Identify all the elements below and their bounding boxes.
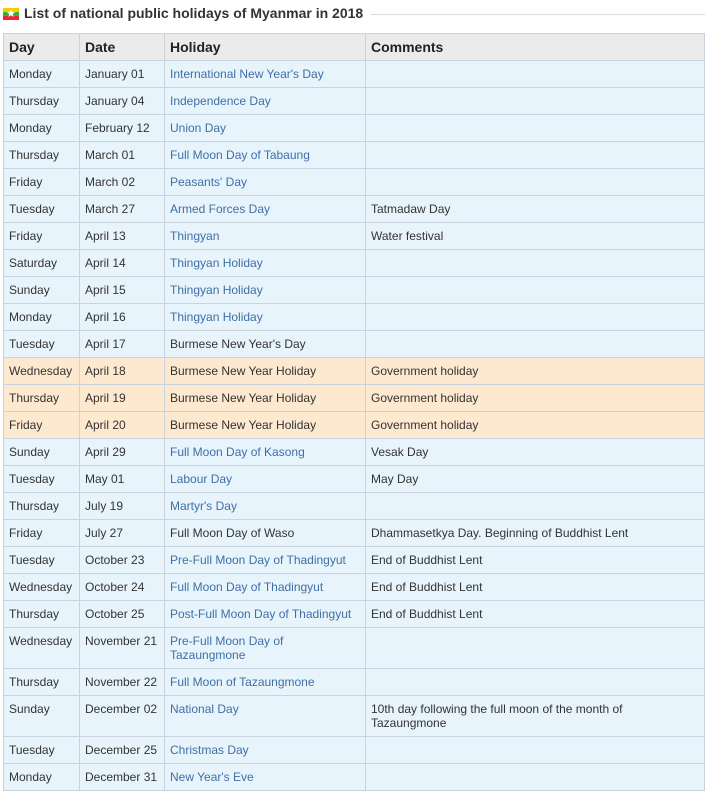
cell-comment: End of Buddhist Lent (371, 580, 483, 594)
table-cell (80, 737, 165, 764)
table-cell (4, 169, 80, 196)
cell-date: May 01 (85, 472, 125, 486)
cell-day: Tuesday (9, 202, 55, 216)
cell-date: January 04 (85, 94, 145, 108)
table-cell (80, 412, 165, 439)
table-cell (366, 520, 705, 547)
table-row (4, 304, 705, 331)
table-row (4, 520, 705, 547)
holiday-link[interactable]: Armed Forces Day (170, 202, 271, 216)
cell-day: Tuesday (9, 553, 55, 567)
cell-comment: 10th day following the full moon of the month of Tazaungmone (371, 702, 623, 730)
cell-day: Sunday (9, 283, 50, 297)
page-title: List of national public holidays of Myanmar in 2018 (24, 5, 364, 21)
cell-holiday: Burmese New Year Holiday (170, 391, 317, 405)
table-row (4, 142, 705, 169)
table-cell (80, 142, 165, 169)
cell-date: December 02 (85, 702, 158, 716)
table-cell (366, 277, 705, 304)
table-cell (165, 169, 366, 196)
table-cell (4, 764, 80, 791)
cell-date: April 18 (85, 364, 126, 378)
table-row (4, 277, 705, 304)
table-cell (80, 764, 165, 791)
cell-date: April 29 (85, 445, 126, 459)
holiday-link[interactable]: Full Moon Day of Tabaung (170, 148, 310, 162)
section-header (3, 2, 705, 24)
cell-comment: Vesak Day (371, 445, 429, 459)
table-cell (366, 223, 705, 250)
table-cell (4, 412, 80, 439)
cell-date: April 13 (85, 229, 126, 243)
table-cell (165, 331, 366, 358)
table-row (4, 737, 705, 764)
cell-day: Saturday (9, 256, 58, 270)
table-cell (165, 277, 366, 304)
cell-day: Monday (9, 121, 52, 135)
table-cell (165, 142, 366, 169)
table-cell (165, 223, 366, 250)
table-cell (80, 358, 165, 385)
table-cell (80, 574, 165, 601)
column-header-comments[interactable]: Comments (366, 34, 705, 61)
cell-day: Tuesday (9, 472, 55, 486)
table-cell (165, 250, 366, 277)
holiday-link[interactable]: Full Moon Day of Kasong (170, 445, 305, 459)
table-cell (366, 764, 705, 791)
table-cell (80, 601, 165, 628)
cell-day: Friday (9, 526, 43, 540)
holidays-table (3, 33, 705, 791)
table-cell (366, 601, 705, 628)
cell-date: April 17 (85, 337, 126, 351)
cell-day: Friday (9, 175, 43, 189)
table-cell (366, 250, 705, 277)
table-cell (80, 169, 165, 196)
table-row (4, 412, 705, 439)
table-cell (165, 88, 366, 115)
table-cell (4, 115, 80, 142)
cell-date: October 25 (85, 607, 145, 621)
table-cell (80, 628, 165, 669)
holiday-link[interactable]: Pre-Full Moon Day of Tazaungmone (170, 634, 284, 662)
table-cell (4, 250, 80, 277)
table-row (4, 696, 705, 737)
table-cell (366, 628, 705, 669)
cell-day: Wednesday (9, 634, 73, 648)
holiday-link[interactable]: Thingyan (170, 229, 220, 243)
table-row (4, 669, 705, 696)
table-cell (165, 764, 366, 791)
table-cell (80, 385, 165, 412)
table-cell (366, 169, 705, 196)
table-cell (366, 466, 705, 493)
cell-day: Thursday (9, 391, 60, 405)
table-cell (366, 331, 705, 358)
cell-day: Sunday (9, 702, 50, 716)
table-cell (366, 737, 705, 764)
holiday-link[interactable]: Labour Day (170, 472, 233, 486)
table-cell (165, 574, 366, 601)
table-body (4, 61, 705, 791)
cell-day: Monday (9, 770, 52, 784)
table-cell (80, 196, 165, 223)
holiday-link[interactable]: Christmas Day (170, 743, 249, 757)
table-cell (4, 574, 80, 601)
table-cell (4, 223, 80, 250)
holiday-link[interactable]: Thingyan Holiday (170, 283, 263, 297)
table-cell (165, 669, 366, 696)
table-cell (80, 88, 165, 115)
cell-date: October 23 (85, 553, 145, 567)
cell-day: Monday (9, 67, 52, 81)
holiday-link[interactable]: Thingyan Holiday (170, 310, 263, 324)
cell-date: April 16 (85, 310, 126, 324)
table-cell (165, 358, 366, 385)
table-cell (4, 439, 80, 466)
table-cell (80, 250, 165, 277)
holiday-link[interactable]: Full Moon Day of Thadingyut (170, 580, 324, 594)
cell-date: March 02 (85, 175, 136, 189)
table-cell (165, 466, 366, 493)
table-row (4, 764, 705, 791)
holiday-link[interactable]: Union Day (170, 121, 227, 135)
table-cell (366, 196, 705, 223)
table-cell (366, 574, 705, 601)
table-row (4, 385, 705, 412)
cell-date: April 14 (85, 256, 126, 270)
table-cell (4, 547, 80, 574)
cell-date: March 27 (85, 202, 136, 216)
table-cell (80, 547, 165, 574)
table-cell (366, 61, 705, 88)
table-cell (80, 61, 165, 88)
myanmar-flag-icon: ★ (3, 8, 19, 20)
cell-holiday: Burmese New Year Holiday (170, 418, 317, 432)
table-cell (4, 61, 80, 88)
cell-date: April 19 (85, 391, 126, 405)
cell-day: Thursday (9, 148, 60, 162)
table-cell (80, 439, 165, 466)
cell-comment: Dhammasetkya Day. Beginning of Buddhist Lent (371, 526, 629, 540)
cell-holiday: Full Moon Day of Waso (170, 526, 295, 540)
table-cell (366, 669, 705, 696)
cell-holiday: Burmese New Year's Day (170, 337, 306, 351)
table-row (4, 439, 705, 466)
table-cell (165, 385, 366, 412)
table-cell (4, 628, 80, 669)
cell-comment: Tatmadaw Day (371, 202, 451, 216)
table-cell (4, 385, 80, 412)
cell-day: Monday (9, 310, 52, 324)
holiday-link[interactable]: Pre-Full Moon Day of Thadingyut (170, 553, 346, 567)
table-cell (165, 412, 366, 439)
table-cell (165, 304, 366, 331)
table-cell (80, 331, 165, 358)
cell-day: Tuesday (9, 743, 55, 757)
column-header-holiday[interactable]: Holiday (165, 34, 366, 61)
table-cell (366, 547, 705, 574)
table-cell (80, 669, 165, 696)
cell-date: October 24 (85, 580, 145, 594)
table-cell (80, 115, 165, 142)
table-cell (165, 196, 366, 223)
cell-comment: End of Buddhist Lent (371, 553, 483, 567)
table-row (4, 574, 705, 601)
table-row (4, 88, 705, 115)
table-cell (366, 696, 705, 737)
cell-day: Wednesday (9, 580, 73, 594)
table-cell (165, 737, 366, 764)
table-cell (4, 601, 80, 628)
table-cell (165, 628, 366, 669)
column-header-date[interactable]: Date (80, 34, 165, 61)
cell-holiday: Burmese New Year Holiday (170, 364, 317, 378)
cell-day: Friday (9, 229, 43, 243)
cell-date: December 31 (85, 770, 158, 784)
cell-comment: Government holiday (371, 364, 479, 378)
cell-day: Thursday (9, 607, 60, 621)
table-row (4, 358, 705, 385)
cell-date: April 20 (85, 418, 126, 432)
table-cell (4, 669, 80, 696)
table-cell (165, 493, 366, 520)
table-row (4, 223, 705, 250)
holiday-link[interactable]: Full Moon of Tazaungmone (170, 675, 315, 689)
table-cell (4, 737, 80, 764)
table-cell (4, 520, 80, 547)
cell-day: Sunday (9, 445, 50, 459)
table-cell (366, 88, 705, 115)
cell-date: March 01 (85, 148, 136, 162)
table-cell (366, 385, 705, 412)
cell-date: January 01 (85, 67, 145, 81)
table-cell (165, 696, 366, 737)
column-header-day[interactable]: Day (4, 34, 80, 61)
holiday-link[interactable]: Peasants' Day (170, 175, 247, 189)
table-cell (4, 304, 80, 331)
cell-comment: May Day (371, 472, 419, 486)
table-cell (80, 277, 165, 304)
table-cell (366, 304, 705, 331)
table-cell (366, 493, 705, 520)
table-cell (80, 223, 165, 250)
table-row (4, 493, 705, 520)
table-cell (80, 304, 165, 331)
cell-date: July 27 (85, 526, 124, 540)
table-cell (366, 358, 705, 385)
table-cell (366, 115, 705, 142)
table-cell (366, 412, 705, 439)
table-cell (4, 358, 80, 385)
table-row (4, 250, 705, 277)
holiday-link[interactable]: New Year's Eve (170, 770, 254, 784)
cell-comment: Water festival (371, 229, 444, 243)
cell-date: November 21 (85, 634, 158, 648)
table-cell (4, 466, 80, 493)
table-cell (80, 466, 165, 493)
holiday-link[interactable]: Thingyan Holiday (170, 256, 263, 270)
table-row (4, 169, 705, 196)
cell-day: Friday (9, 418, 43, 432)
table-cell (4, 331, 80, 358)
holiday-link[interactable]: International New Year's Day (170, 67, 324, 81)
table-cell (4, 277, 80, 304)
table-cell (366, 142, 705, 169)
cell-date: December 25 (85, 743, 158, 757)
table-cell (165, 547, 366, 574)
cell-day: Thursday (9, 499, 60, 513)
table-cell (80, 520, 165, 547)
table-cell (4, 493, 80, 520)
table-row (4, 196, 705, 223)
holiday-link[interactable]: National Day (170, 702, 239, 716)
holiday-link[interactable]: Post-Full Moon Day of Thadingyut (170, 607, 352, 621)
table-cell (4, 196, 80, 223)
table-row (4, 628, 705, 669)
table-cell (165, 601, 366, 628)
table-row (4, 547, 705, 574)
cell-date: April 15 (85, 283, 126, 297)
table-row (4, 331, 705, 358)
cell-day: Thursday (9, 675, 60, 689)
table-row (4, 601, 705, 628)
table-cell (165, 520, 366, 547)
table-header-row (4, 34, 705, 61)
table-cell (4, 142, 80, 169)
table-cell (80, 696, 165, 737)
cell-date: July 19 (85, 499, 124, 513)
table-cell (165, 439, 366, 466)
table-cell (4, 88, 80, 115)
cell-comment: Government holiday (371, 391, 479, 405)
cell-day: Thursday (9, 94, 60, 108)
table-cell (366, 439, 705, 466)
table-cell (165, 115, 366, 142)
cell-day: Wednesday (9, 364, 73, 378)
table-cell (165, 61, 366, 88)
cell-day: Tuesday (9, 337, 55, 351)
cell-date: February 12 (85, 121, 150, 135)
table-row (4, 115, 705, 142)
table-cell (4, 696, 80, 737)
table-row (4, 466, 705, 493)
cell-date: November 22 (85, 675, 158, 689)
cell-comment: End of Buddhist Lent (371, 607, 483, 621)
cell-comment: Government holiday (371, 418, 479, 432)
holiday-link[interactable]: Independence Day (170, 94, 271, 108)
title-divider (371, 14, 705, 15)
table-cell (80, 493, 165, 520)
holiday-link[interactable]: Martyr's Day (170, 499, 237, 513)
table-row (4, 61, 705, 88)
